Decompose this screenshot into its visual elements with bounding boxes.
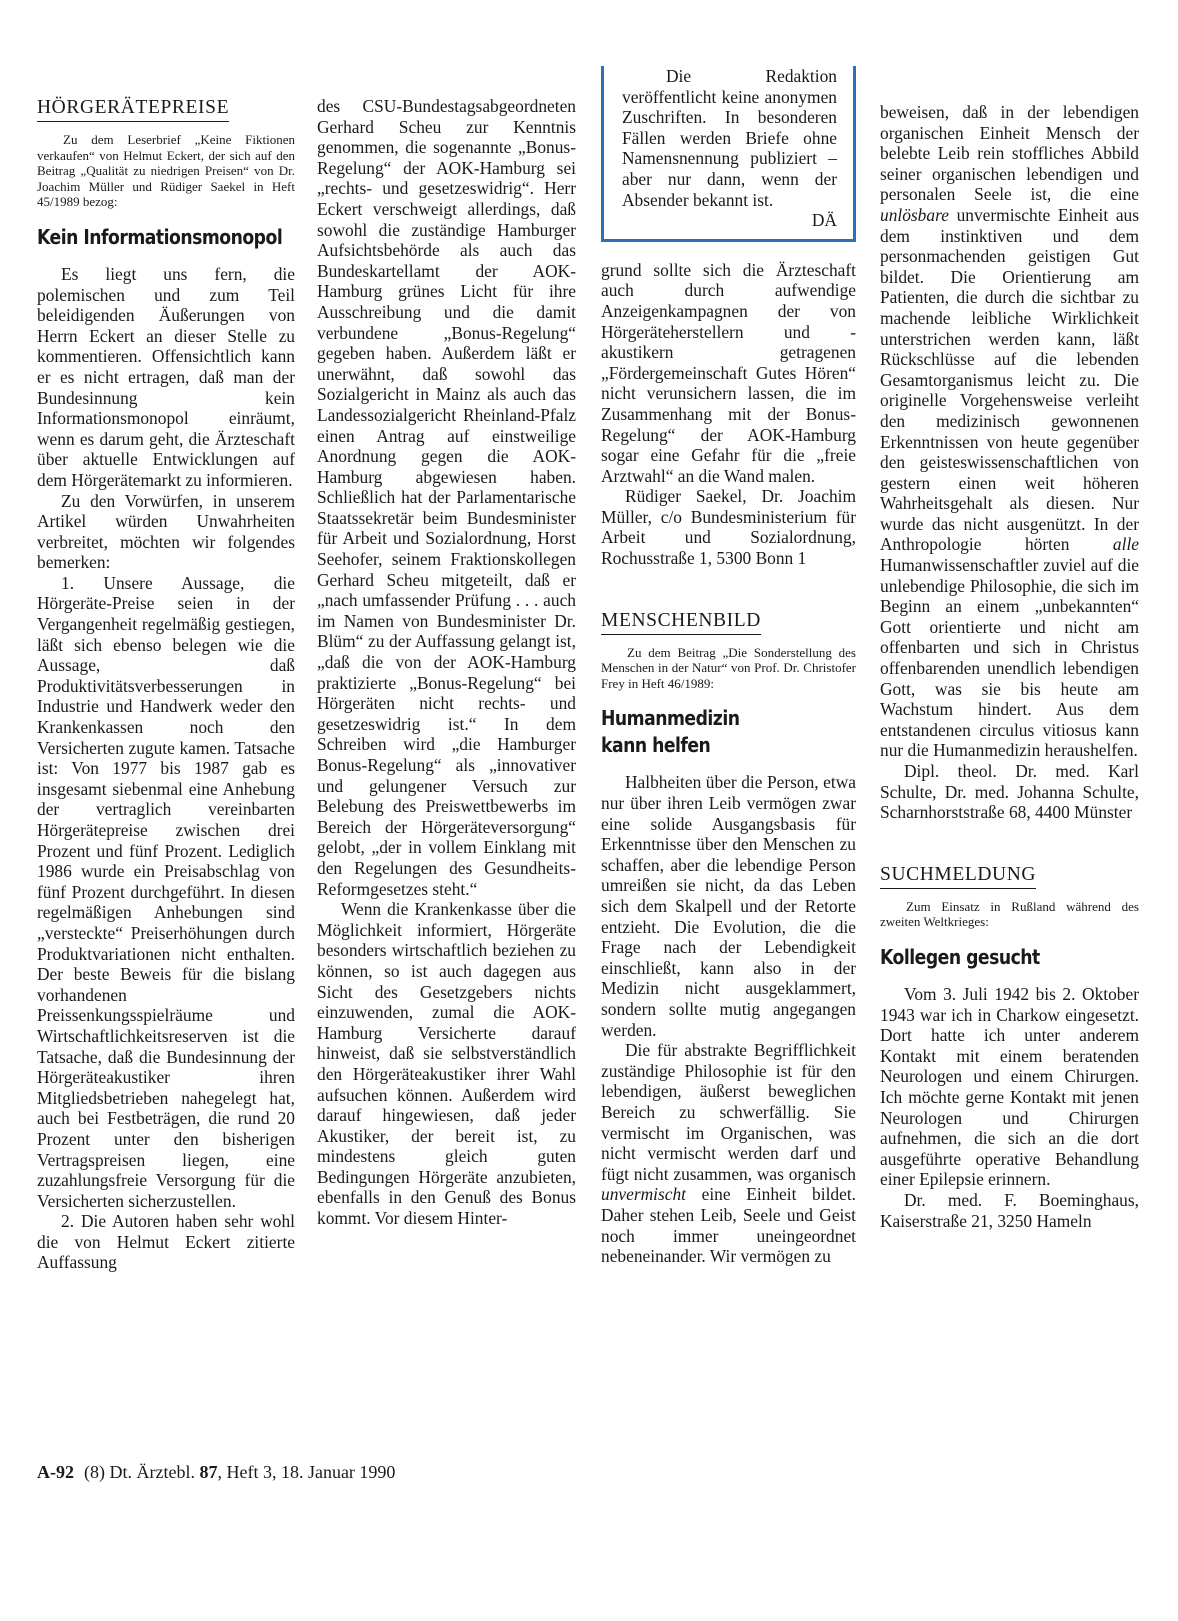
footer-issue: , Heft 3, 18. Januar 1990 xyxy=(217,1462,396,1482)
page-footer xyxy=(37,1462,395,1483)
paragraph: Vom 3. Juli 1942 bis 2. Oktober 1943 war ich in Charkow eingesetzt. Dort hatte ich unter anderem Kontakt mit einem beratenden Neurologen und einem Chirurgen. Ich möchte gerne Kontakt mit jenen Neurologen und Chirurgen aufnehmen, die sich an die dort ausgeführte operative Behandlung einer Epilepsie erinnern. xyxy=(880,983,1139,1190)
notice-text: Die Redaktion veröffentlicht keine anonymen Zuschriften. In besonderen Fällen werden Briefe ohne Namensnennung publiziert – aber nur dann, wenn der Absender bekannt ist. DÄ xyxy=(622,66,837,231)
notice-signature: DÄ xyxy=(811,210,837,231)
author-signature: Dr. med. F. Boeminghaus, Kaiserstraße 21, 3250 Hameln xyxy=(880,1189,1139,1231)
paragraph: Wenn die Krankenkasse über die Möglichkeit informiert, Hörgeräte besonders wirtschaftlich beziehen zu können, so ist auch dagegen aus Sicht des Gesetzgebers nichts einzuwenden, zumal die AOK-Hamburg Versicherte darauf hinweist, daß sie selbstverständlich den Hörgeräteakustiker ihrer Wahl aufsuchen können. Außerdem wird darauf hingewiesen, daß jeder Akustiker, der bereit ist, zu mindestens gleich guten Bedingungen Hörgeräte anzubieten, ebenfalls in den Genuß des Bonus kommt. Vor diesem Hinter- xyxy=(317,899,576,1229)
paragraph: des CSU-Bundestagsabgeordneten Gerhard Scheu zur Kenntnis genommen, die sogenannte „Bonus-Regelung“ der AOK-Hamburg sei „rechts- und gesetzeswidrig“. Herr Eckert verschweigt allerdings, daß sowohl die zuständige Hamburger Aufsichtsbehörde als auch das Bundeskartellamt der AOK-Hamburg grünes Licht für ihre Ausschreibung und die damit verbundene „Bonus-Regelung“ gegeben haben. Außerdem läßt er unerwähnt, daß sowohl das Sozialgericht in Mainz als auch das Landessozialgericht Rheinland-Pfalz einen Antrag auf einstweilige Anordnung gegen die AOK-Hamburg abgewiesen haben. Schließlich hat der Parlamentarische Staatssekretär beim Bundesminister für Arbeit und Sozialordnung, Horst Seehofer, seinem Fraktionskollegen Gerhard Scheu mitgeteilt, daß er „nach umfassender Prüfung . . . auch im Namen von Bundesminister Dr. Blüm“ zu der Auffassung gelangt ist, „daß die von der AOK-Hamburg praktizierte „Bonus-Regelung“ bei Hörgeräten nicht rechts- und gesetzeswidrig ist.“ In dem Schreiben wird „die Hamburger Bonus-Regelung“ als „innovativer und gelungener Versuch zur Belebung des Preiswettbewerbs im Bereich der Hörgeräteversorgung“ gelobt, „der in vollem Einklang mit den Regelungen des Gesundheits-Reformgesetzes steht.“ xyxy=(317,96,576,899)
rubric-menschenbild: MENSCHENBILD xyxy=(601,609,761,635)
letter-reference: Zum Einsatz in Rußland während des zweiten Weltkrieges: xyxy=(880,898,1139,930)
author-signature: Rüdiger Saekel, Dr. Joachim Müller, c/o Bundesministerium für Arbeit und Sozialordnung, Rochusstraße 1, 5300 Bonn 1 xyxy=(601,486,856,569)
paragraph: Es liegt uns fern, die polemischen und zum Teil beleidigenden Äußerungen von Herrn Eckert an dieser Stelle zu kommentieren. Offensichtlich kann er es nicht ertragen, daß man der Bundesinnung kein Informationsmonopol einräumt, wenn es darum geht, die Ärzteschaft über aktuelle Entwicklungen auf dem Hörgerätemarkt zu informieren. xyxy=(37,263,295,490)
footer-volume: 87 xyxy=(199,1462,218,1482)
headline-kollegen-gesucht: Kollegen gesucht xyxy=(880,944,1040,969)
paragraph: 2. Die Autoren haben sehr wohl die von Helmut Eckert zitierte Auffassung xyxy=(37,1211,295,1273)
headline-line: Humanmedizin xyxy=(601,706,740,731)
column-2 xyxy=(317,96,576,1229)
rubric-suchmeldung: SUCHMELDUNG xyxy=(880,863,1036,889)
headline-informationsmonopol: Kein Informationsmonopol xyxy=(37,224,283,249)
column-1 xyxy=(37,96,295,1273)
paragraph: grund sollte sich die Ärzteschaft auch durch aufwendige Anzeigenkampagnen der von Hörgeräteherstellern und -akustikern getragenen „Fördergemeinschaft Gutes Hören“ nicht verunsichern lassen, die im Zusammenhang mit der Bonus-Regelung“ der AOK-Hamburg sogar eine Gefahr für die „freie Arztwahl“ an die Wand malen. xyxy=(601,259,856,486)
column-4 xyxy=(880,102,1139,1231)
page-number: A-92 xyxy=(37,1462,74,1482)
headline-line: kann helfen xyxy=(601,733,711,758)
editorial-notice-box xyxy=(601,66,856,242)
author-signature: Dipl. theol. Dr. med. Karl Schulte, Dr. med. Johanna Schulte, Scharnhorststraße 68, 4400 Münster xyxy=(880,761,1139,823)
paragraph: beweisen, daß in der lebendigen organischen Einheit Mensch der belebte Leib rein stoffliches Abbild seiner organischen lebendigen und personalen Seele ist, die eine unlösbare unvermischte Einheit aus dem instinktiven und dem personmachenden geistigen Gut bildet. Die Orientierung am Patienten, die durch die sichtbar zu machende leibliche Wirklichkeit unterstrichen werden kann, läßt Rückschlüsse auf die lebenden Gesamtorganismus leicht zu. Die originelle Vorgehensweise verleiht den medizinisch gewonnenen Erkenntnissen von heute gegenüber den geisteswissenschaftlichen von gestern einen weit höheren Wahrheitsgehalt als diesen. Nur wurde das nicht ausgenützt. In der Anthropologie hörten alle Humanwissenschaftler zuviel auf die unlebendige Philosophie, die sich im Beginn an einem „unbekannten“ Gott orientierte und nicht am offenbarten und sich in Christus offenbarenden unendlich lebendigen Gott, was sie bis heute am Wachstum hindert. Aus dem entstandenen circulus vitiosus kann nur die Humanmedizin heraushelfen. xyxy=(880,102,1139,761)
rubric-hoergeraetepreise: HÖRGERÄTEPREISE xyxy=(37,96,229,122)
column-3 xyxy=(601,66,856,1267)
paragraph: Die für abstrakte Begrifflichkeit zuständige Philosophie ist für den lebendigen, äußerst beweglichen Bereich zu schwerfällig. Sie vermischt im Organischen, was nicht vermischt werden darf und fügt nicht zusammen, was organisch unvermischt eine Einheit bildet. Daher stehen Leib, Seele und Geist noch immer uneingeordnet nebeneinander. Wir vermögen zu xyxy=(601,1040,856,1267)
letter-reference: Zu dem Beitrag „Die Sonderstellung des Menschen in der Natur“ von Prof. Dr. Christofer Frey in Heft 46/1989: xyxy=(601,644,856,691)
headline-humanmedizin xyxy=(601,705,815,759)
paragraph: Halbheiten über die Person, etwa nur über ihren Leib vermögen zwar eine solide Ausgangsbasis für Erkenntnisse über den Menschen zu schaffen, aber die lebendige Person umreißen sie nicht, da das Leben sich dem Skalpell und der Retorte entzieht. Die Evolution, die die Frage nach der Lebendigkeit einschließt, kann also in der Medizin nicht ausgeklammert, sondern sollte mutig angegangen werden. xyxy=(601,772,856,1040)
letter-reference: Zu dem Leserbrief „Keine Fiktionen verkaufen“ von Helmut Eckert, der sich auf den Beitrag „Qualität zu niedrigen Preisen“ von Dr. Joachim Müller und Rüdiger Saekel in Heft 45/1989 bezog: xyxy=(37,132,295,210)
footer-publication: (8) Dt. Ärztebl. xyxy=(84,1462,195,1482)
paragraph: Zu den Vorwürfen, in unserem Artikel würden Unwahrheiten verbreitet, möchten wir folgendes bemerken: xyxy=(37,490,295,573)
paragraph: 1. Unsere Aussage, die Hörgeräte-Preise seien in der Vergangenheit regelmäßig gestiegen, läßt sich ebenso belegen wie die Aussage, daß Produktivitätsverbesserungen in Industrie und Handwerk weder den Krankenkassen noch den Versicherten zugute kamen. Tatsache ist: Von 1977 bis 1987 gab es insgesamt siebenmal eine Anhebung der vertraglich vereinbarten Hörgerätepreise zwischen drei Prozent und fünf Prozent. Lediglich 1986 wurde ein Preisabschlag von fünf Prozent durchgeführt. In diesen regelmäßigen Anhebungen sind „versteckte“ Preiserhöhungen durch Produktvariationen nicht enthalten. Der beste Beweis für die bislang vorhandenen Preissenkungsspielräume und Wirtschaftlichkeitsreserven ist die Tatsache, daß die Bundesinnung der Hörgeräteakustiker ihren Mitgliedsbetrieben nahegelegt hat, auch bei Festbeträgen, die rund 20 Prozent unter den bisherigen Vertragspreisen liegen, eine zuzahlungsfreie Versorgung für die Versicherten sicherzustellen. xyxy=(37,572,295,1211)
